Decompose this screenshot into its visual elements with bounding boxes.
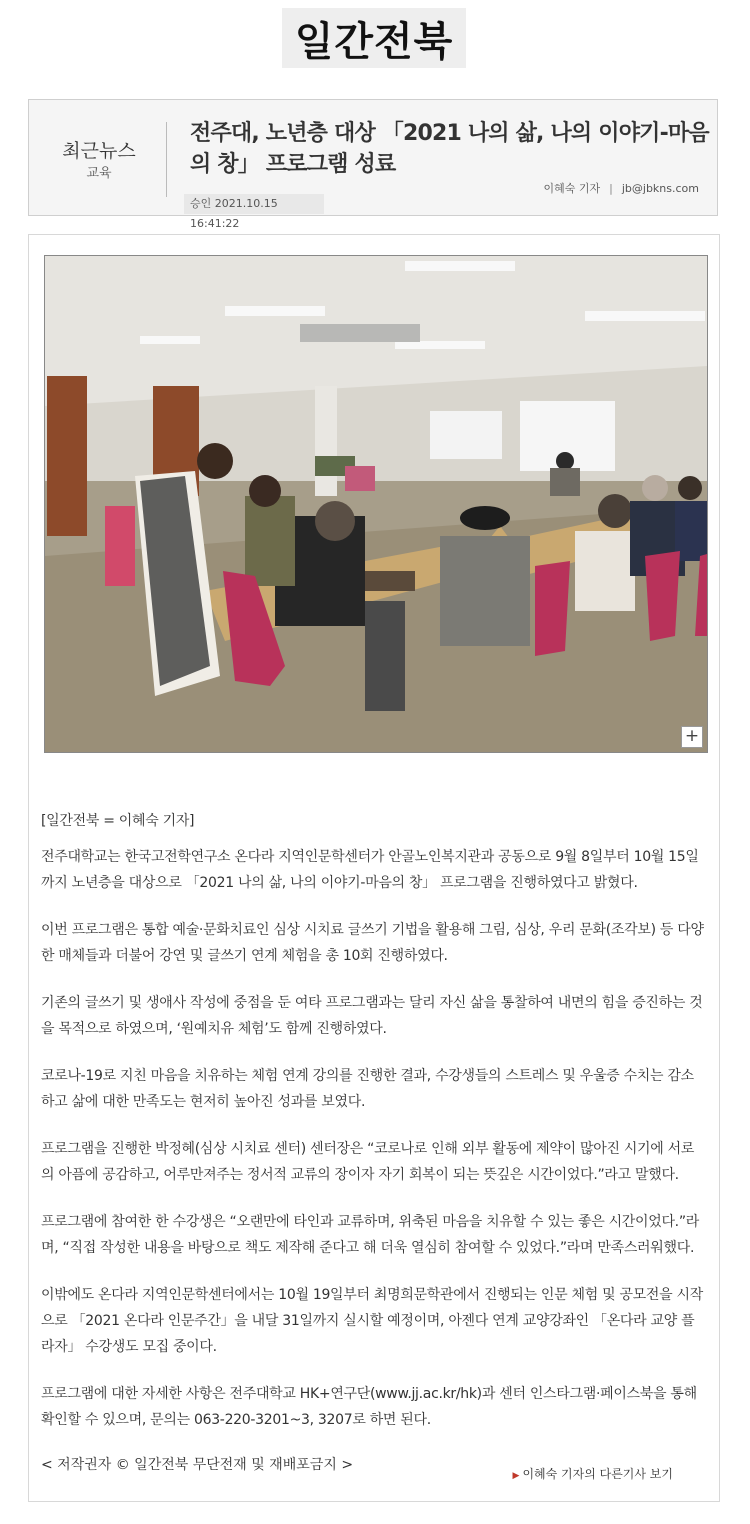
site-logo-text: 일간전북 — [294, 18, 454, 65]
article-headline: 전주대, 노년층 대상 「2021 나의 삶, 나의 이야기-마음의 창」 프로그램 성료 — [190, 121, 709, 177]
article-paragraph: 프로그램을 진행한 박정혜(심상 시치료 센터) 센터장은 “코로나로 인해 외부 활동에 제약이 많아진 시기에 서로의 아픔에 공감하고, 어루만져주는 정서적 교류의 장이자 자기 회복이 되는 뜻깊은 시간이었다.”라고 말했다. — [41, 1141, 695, 1183]
red-triangle-icon: ▶ — [512, 1471, 520, 1481]
article-photo[interactable] — [44, 255, 708, 753]
more-articles-label: 이혜숙 기자의 다른기사 보기 — [522, 1467, 673, 1481]
section-block — [29, 100, 184, 215]
article-paragraph: 코로나-19로 지친 마음을 치유하는 체험 연계 강의를 진행한 결과, 수강생들의 스트레스 및 우울증 수치는 감소하고 삶에 대한 만족도는 현저히 높아진 성과를 보였다. — [41, 1068, 694, 1110]
subsection-name[interactable]: 교육 — [86, 166, 112, 181]
reporter-more-articles-link[interactable] — [513, 1465, 673, 1482]
article-paragraph: 기존의 글쓰기 및 생애사 작성에 중점을 둔 여타 프로그램과는 달리 자신 삶을 통찰하여 내면의 힘을 증진하는 것을 목적으로 하였으며, ‘원예치유 체험’도 함께 진행하였다. — [41, 995, 703, 1037]
header-divider — [166, 122, 167, 197]
classroom-photo-image — [45, 256, 707, 752]
byline — [544, 180, 700, 196]
site-logo[interactable] — [282, 8, 466, 68]
photo-zoom-button[interactable]: + — [681, 726, 703, 748]
article-header — [28, 99, 718, 230]
copyright-notice: < 저작권자 © 일간전북 무단전재 및 재배포금지 > — [41, 1457, 354, 1473]
article-paragraph: 전주대학교는 한국고전학연구소 온다라 지역인문학센터가 안골노인복지관과 공동으로 9월 8일부터 10월 15일까지 노년층을 대상으로 「2021 나의 삶, 나의 이야기-마음의 창」 프로그램을 진행하였다고 밝혔다. — [41, 849, 699, 891]
article-paragraph: 프로그램에 대한 자세한 사항은 전주대학교 HK+연구단(www.jj.ac.kr/hk)과 센터 인스타그램·페이스북을 통해 확인할 수 있으며, 문의는 063-220-3201~3, 3207로 하면 된다. — [41, 1386, 697, 1428]
approval-timestamp: 승인 2021.10.15 16:41:22 — [184, 194, 324, 214]
article-paragraph: 이밖에도 온다라 지역인문학센터에서는 10월 19일부터 최명희문학관에서 진행되는 인문 체험 및 공모전을 시작으로 「2021 온다라 인문주간」을 내달 31일까지 실시할 예정이며, 아젠다 연계 교양강좌인 「온다라 교양 플라자」 수강생도 모집 중이다. — [41, 1287, 703, 1355]
article-paragraph: 이번 프로그램은 통합 예술·문화치료인 심상 시치료 글쓰기 기법을 활용해 그림, 심상, 우리 문화(조각보) 등 다양한 매체들과 더불어 강연 및 글쓰기 연계 체험을 총 10회 진행하였다. — [41, 922, 704, 964]
section-name[interactable]: 최근뉴스 — [62, 140, 136, 162]
article-paragraph: [일간전북 = 이혜숙 기자] — [41, 813, 195, 829]
article-body — [28, 234, 720, 1502]
reporter-name[interactable]: 이혜숙 기자 — [543, 182, 601, 195]
article-text — [41, 808, 707, 1474]
article-paragraph: 프로그램에 참여한 한 수강생은 “오랜만에 타인과 교류하며, 위축된 마음을 치유할 수 있는 좋은 시간이었다.”라며, “직접 작성한 내용을 바탕으로 책도 제작해 준다고 해 더욱 열심히 참여할 수 있었다.”라며 만족스러워했다. — [41, 1214, 700, 1256]
byline-separator: | — [609, 182, 613, 195]
reporter-email[interactable]: jb@jbkns.com — [621, 182, 699, 195]
